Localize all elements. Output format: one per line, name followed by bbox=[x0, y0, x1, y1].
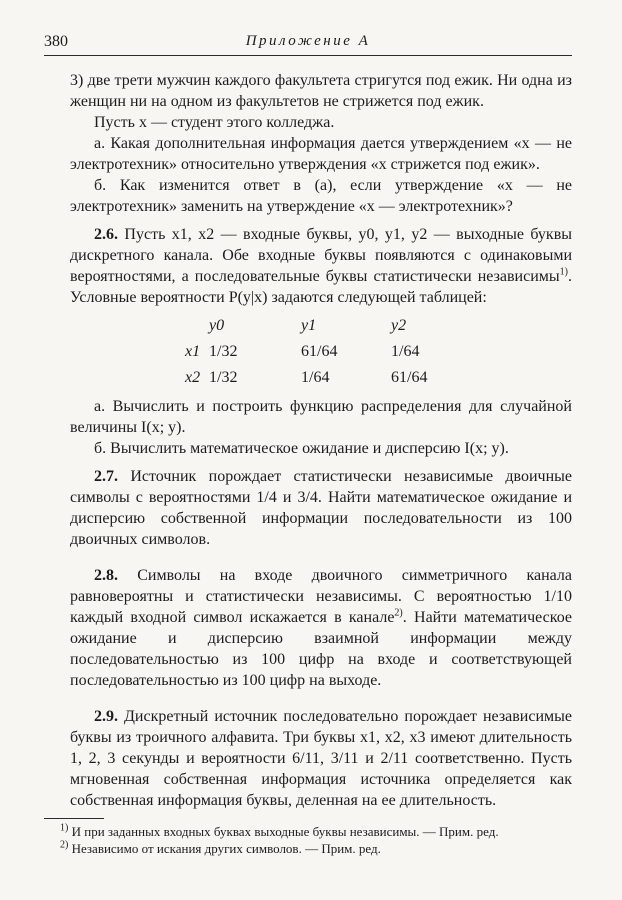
running-title: Приложение А bbox=[245, 33, 371, 49]
footnote-ref: 2) bbox=[394, 607, 403, 619]
table-cell: 61/64 bbox=[391, 368, 428, 386]
continuation-paragraph: 3) две трети мужчин каждого факультета стригутся под ежик. Ни одна из женщин ни на одном из факультетов не стрижется под ежик. bbox=[70, 72, 572, 110]
probability-table bbox=[185, 314, 471, 392]
problem-number: 2.8. bbox=[94, 567, 118, 584]
problem-2-6-part-b: б. Вычислить математическое ожидание и дисперсию I(x; y). bbox=[94, 440, 509, 457]
table-cell: 61/64 bbox=[301, 342, 338, 360]
table-header-row bbox=[185, 314, 471, 340]
page-body bbox=[70, 70, 572, 811]
table-cell: 1/32 bbox=[209, 368, 238, 386]
problem-2-9 bbox=[70, 706, 572, 811]
problem-text: Символы на входе двоичного симметричного канала равновероятны и статистически независимы. С вероятностью 1/10 каждый входной символ искажается в канале bbox=[70, 567, 573, 626]
footnotes bbox=[44, 823, 572, 857]
question-b: б. Как изменится ответ в (а), если утверждение «x — не электротехник» заменить на утверждение «x — электротехник»? bbox=[70, 177, 572, 215]
paragraph-student: Пусть x — студент этого колледжа. bbox=[94, 114, 335, 131]
footnote-divider bbox=[44, 818, 104, 819]
problem-text-cont: . Условные вероятности P(y|x) задаются следующей таблицей: bbox=[70, 268, 572, 306]
column-header: y2 bbox=[391, 316, 407, 334]
problem-text: Источник порождает статистически независимые двоичные символы с вероятностями 1/4 и 3/4. Найти математическое ожидание и дисперсию собственной информации последовательности из 100 двоичных символов. bbox=[70, 468, 573, 548]
table-cell: 1/64 bbox=[301, 368, 330, 386]
page-number: 380 bbox=[44, 33, 68, 50]
problem-2-7 bbox=[70, 466, 572, 550]
problem-number: 2.9. bbox=[94, 708, 118, 725]
page-header bbox=[44, 33, 572, 56]
problem-text: Пусть x1, x2 — входные буквы, y0, y1, y2 — выходные буквы дискретного канала. Обе входные буквы появляются с одинаковыми вероятностями, а последовательные буквы статистически независимы bbox=[70, 226, 572, 285]
problem-number: 2.6. bbox=[94, 226, 118, 243]
column-header: y0 bbox=[209, 316, 225, 334]
problem-text-cont: . Найти математическое ожидание и дисперсию взаимной информации между последовательностью из 100 цифр на входе и соответствующей последовательностью из 100 цифр на выходе. bbox=[70, 609, 572, 689]
problem-2-6 bbox=[70, 224, 572, 308]
question-a: а. Какая дополнительная информация дается утверждением «x — не электротехник» относительно утверждения «x стрижется под ежик». bbox=[70, 135, 572, 173]
table-row bbox=[185, 366, 471, 392]
table-cell: 1/32 bbox=[209, 342, 238, 360]
problem-2-8 bbox=[70, 565, 572, 691]
footnote-1 bbox=[44, 823, 572, 840]
footnote-mark: 1) bbox=[60, 822, 69, 834]
problem-2-6-part-a: а. Вычислить и построить функцию распределения для случайной величины I(x; y). bbox=[70, 398, 572, 436]
column-header: y1 bbox=[301, 316, 317, 334]
footnote-2 bbox=[44, 840, 572, 857]
table-cell: 1/64 bbox=[391, 342, 420, 360]
footnote-text: И при заданных входных буквах выходные буквы независимы. — Прим. ред. bbox=[71, 824, 499, 839]
table-row bbox=[185, 340, 471, 366]
footnote-mark: 2) bbox=[60, 839, 69, 851]
row-label: x1 bbox=[185, 342, 201, 360]
problem-text: Дискретный источник последовательно порождает независимые буквы из троичного алфавита. Три буквы x1, x2, x3 имеют длительность 1, 2, 3 секунды и вероятности 6/11, 3/11 и 2/11 соответственно. Пусть мгновенная собственная информация источника определяется как собственная информация буквы, деленная на ее длительность. bbox=[70, 708, 573, 809]
footnote-ref: 1) bbox=[559, 266, 568, 278]
footnote-text: Независимо от искания других символов. — Прим. ред. bbox=[71, 841, 381, 856]
problem-number: 2.7. bbox=[94, 468, 118, 485]
row-label: x2 bbox=[185, 368, 201, 386]
